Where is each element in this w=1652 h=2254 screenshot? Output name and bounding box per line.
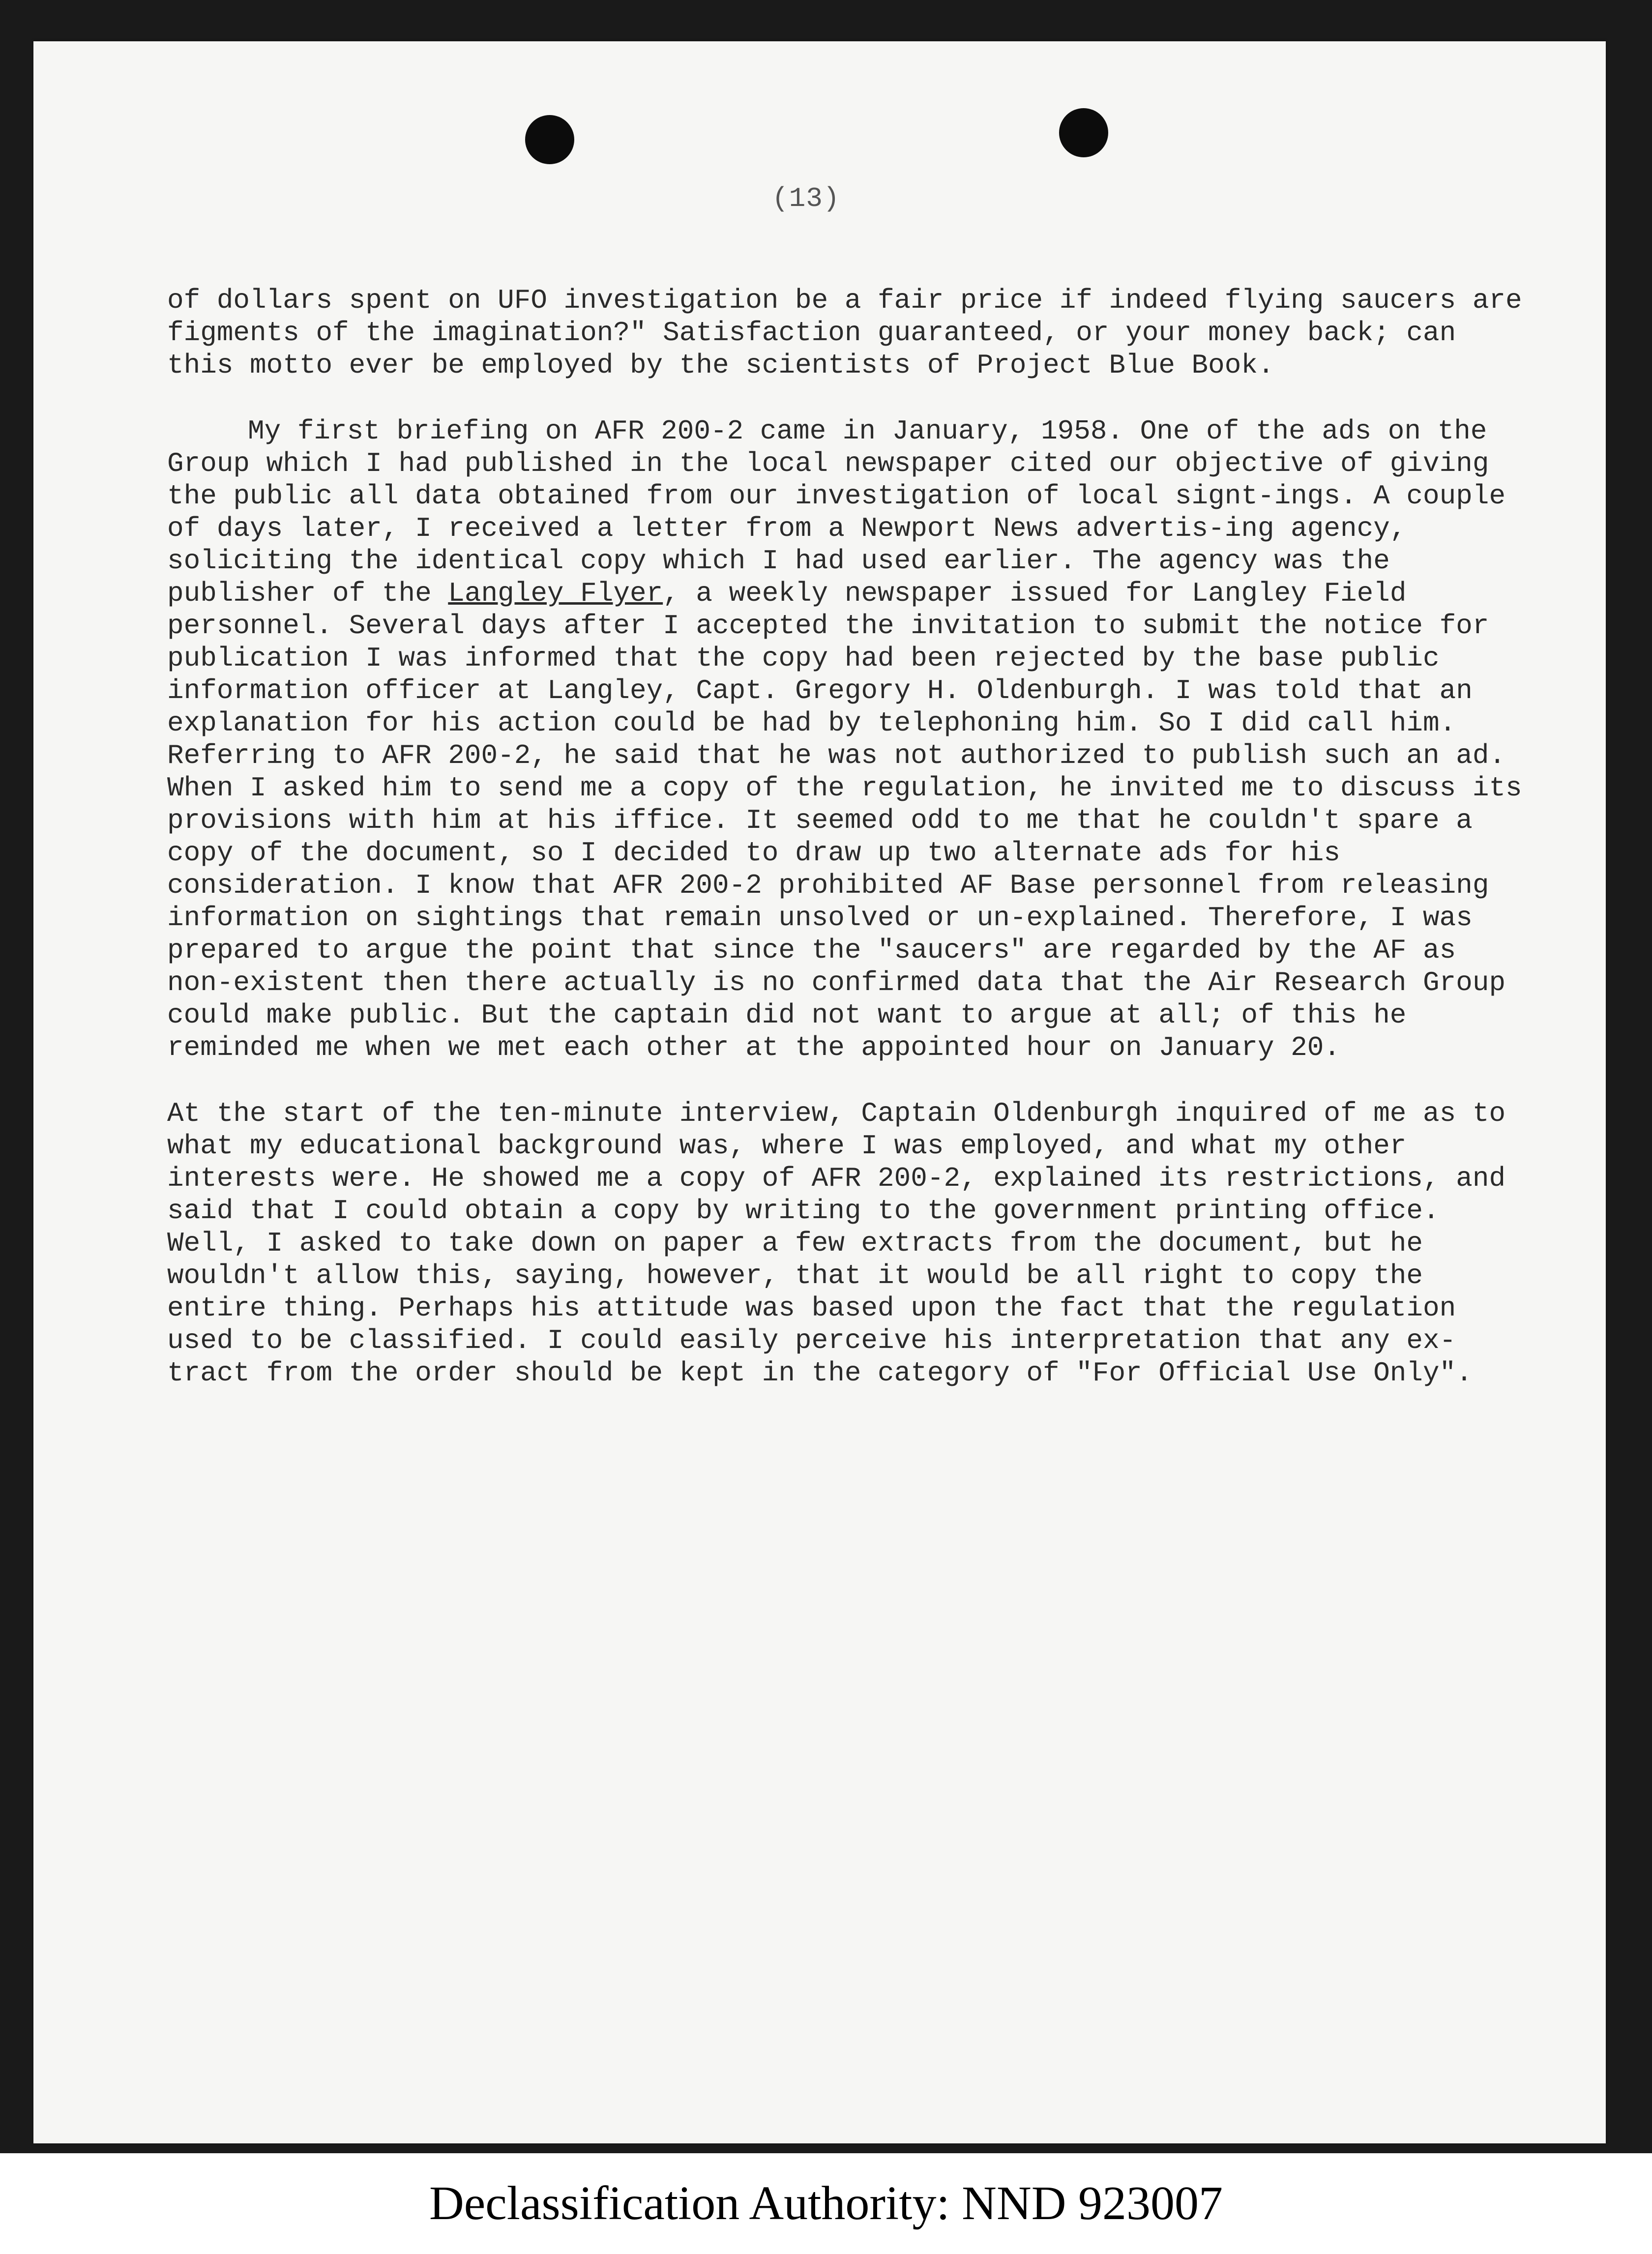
paragraph-2-text-after: , a weekly newspaper issued for Langley Field personnel. Several days after I accepted the invitation to submit the notice for publication I was informed that the copy had been rejected by the base public information officer at Langley, Capt. Gregory H. Oldenburgh. I was told that an explanation for his action could be had by telephoning him. So I did call him. Referring to AFR 200-2, he said that he was not authorized to publish such an ad. When I asked him to send me a copy of the regulation, he invited me to discuss its provisions with him at his iffice. It seemed odd to me that he couldn't spare a copy of the document, so I decided to draw up two alternate ads for his consideration. I know that AFR 200-2 prohibited AF Base personnel from releasing information on sightings that remain unsolved or un-explained. Therefore, I was prepared to argue the point that since the "saucers" are regarded by the AF as non-existent then there actually is no confirmed data that the Air Research Group could make public. But the captain did not want to argue at all; of this he reminded me when we met each other at the appointed hour on January 20.	[167, 578, 1539, 1063]
declassification-footer: Declassification Authority: NND 923007	[0, 2153, 1652, 2254]
page-number: (13)	[772, 183, 840, 214]
document-body	[167, 284, 1539, 1423]
paragraph-2	[167, 415, 1539, 1064]
document-page	[33, 41, 1606, 2143]
newspaper-title: Langley Flyer	[448, 578, 663, 609]
paragraph-1: of dollars spent on UFO investigation be a fair price if indeed flying saucers are figments of the imagination?" Satisfaction guaranteed, or your money back; can this motto ever be employed by the scientists of Project Blue Book.	[167, 285, 1539, 381]
punch-hole-left	[525, 115, 574, 164]
paragraph-2-text-before: My first briefing on AFR 200-2 came in January, 1958. One of the ads on the Group which I had published in the local newspaper cited our objective of giving the public all data obtained from our investigation of local signt-ings. A couple of days later, I received a letter from a Newport News advertis-ing agency, soliciting the identical copy which I had used earlier. The agency was the publisher of the	[167, 415, 1522, 609]
paragraph-3: At the start of the ten-minute interview, Captain Oldenburgh inquired of me as to what my educational background was, where I was employed, and what my other interests were. He showed me a copy of AFR 200-2, explained its restrictions, and said that I could obtain a copy by writing to the government printing office. Well, I asked to take down on paper a few extracts from the document, but he wouldn't allow this, saying, however, that it would be all right to copy the entire thing. Perhaps his attitude was based upon the fact that the regulation used to be classified. I could easily perceive his interpretation that any ex-tract from the order should be kept in the category of "For Official Use Only".	[167, 1098, 1522, 1389]
punch-hole-right	[1059, 108, 1108, 157]
